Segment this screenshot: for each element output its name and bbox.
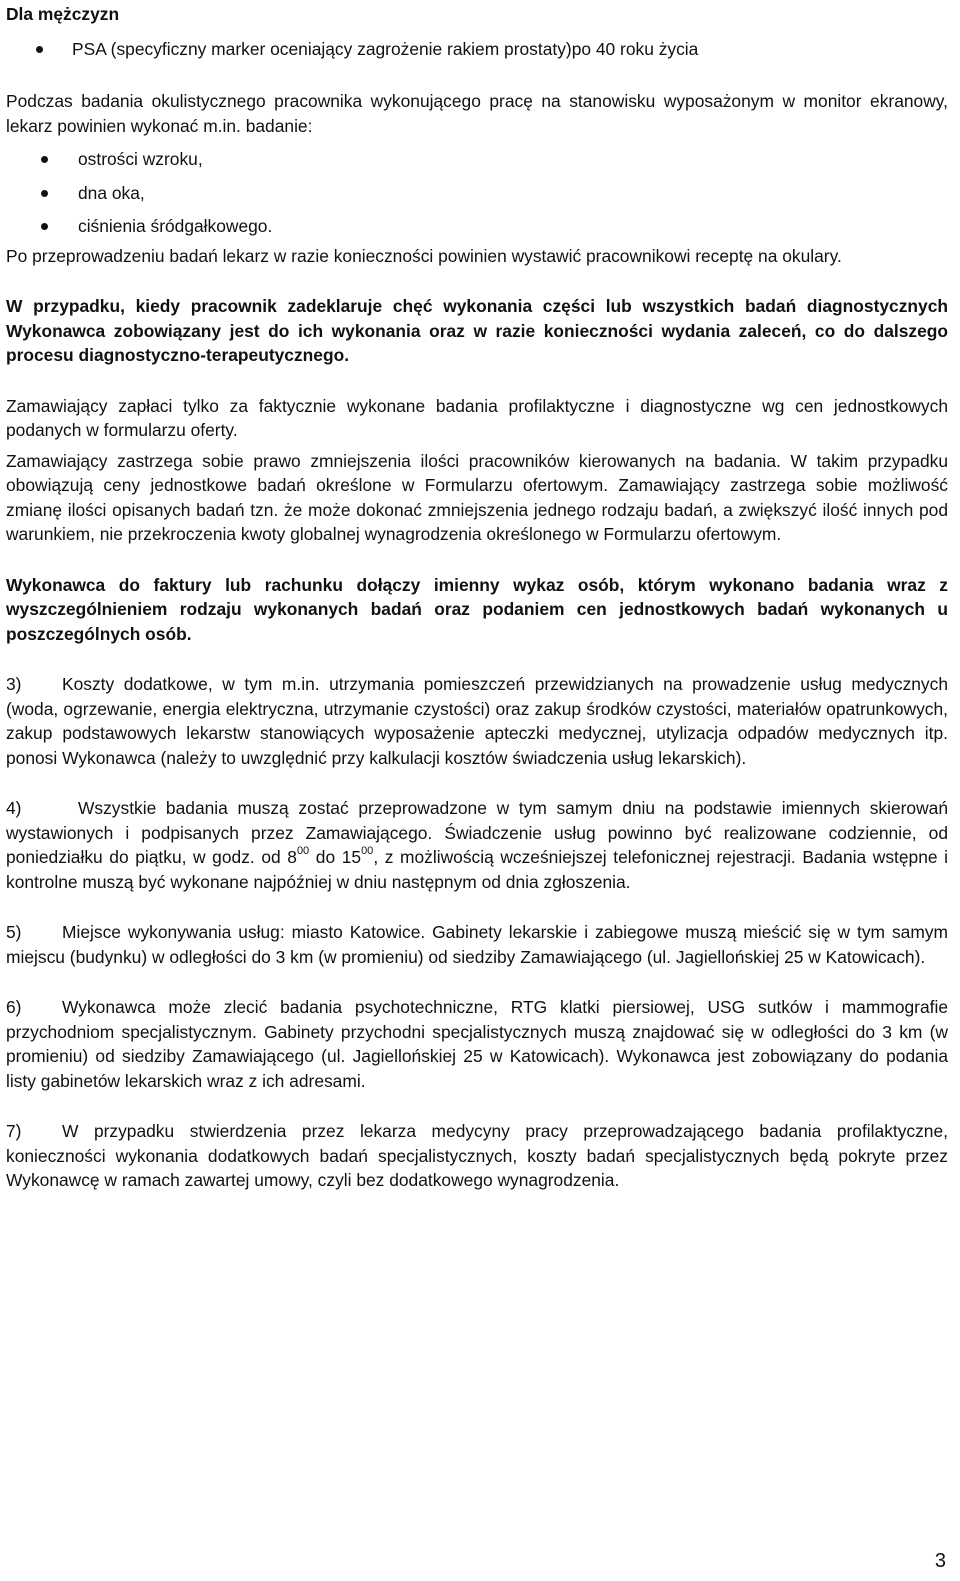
list-item: ciśnienia śródgałkowego. [6, 214, 948, 239]
reduction-paragraph: Zamawiający zastrzega sobie prawo zmniejszenia ilości pracowników kierowanych na badania. W takim przypadku obowiązują ceny jednostkowe badań określone w Formularzu ofertowym. Zamawiający zastrzega sobie możliwość zmianę ilości opisanych badań tzn. że może dokonać zmniejszenia jednego rodzaju badań, a zwiększyć ilość innych pod warunkiem, nie przekroczenia kwoty globalnej wynagrodzenia określonego w Formularzu ofertowym. [6, 450, 948, 544]
point-text: Wykonawca może zlecić badania psychotechniczne, RTG klatki piersiowej, USG sutków i mammografie przychodniom specjalistycznym. Gabinety przychodni specjalistycznych muszą znajdować się w odległości do 3 km (w promieniu) od siedziby Zamawiającego (ul. Jagiellońskiej 25 w Katowicach). Wykonawca jest zobowiązany do podania listy gabinetów lekarskich wraz z ich adresami. [6, 997, 948, 1091]
point-number: 4) [6, 798, 22, 818]
spacer [6, 368, 948, 394]
point-number: 6) [6, 997, 22, 1017]
point-text: W przypadku stwierdzenia przez lekarza medycyny pracy przeprowadzającego badania profilaktyczne, konieczności wykonania dodatkowych badań specjalistycznych, koszty badań specjalistycznych będą pokryte przez Wykonawcę w ramach zawartej umowy, czyli bez dodatkowego wynagrodzenia. [6, 1121, 948, 1190]
list-item: PSA (specyficzny marker oceniający zagrożenie rakiem prostaty)po 40 roku życia [6, 37, 948, 62]
point-text: Wszystkie badania muszą zostać przeprowadzone w tym samym dniu na podstawie imiennych skierowań wystawionych i podpisanych przez Zamawiającego. Świadczenie usług powinno być realizowane codziennie, od poniedziałku do piątku, w godz. od 8 [6, 798, 948, 867]
point-text: Koszty dodatkowe, w tym m.in. utrzymania pomieszczeń przewidzianych na prowadzenie usług medycznych (woda, ogrzewanie, energia elektryczna, utrzymanie czystości) oraz zakup środków czystości, materiałów opatrunkowych, zakup podstawowych lekarstw stanowiących wyposażenie apteczki medycznej, utylizacja odpadów medycznych itp. ponosi Wykonawca (należy to uwzględnić przy kalkulacji kosztów świadczenia usług lekarskich). [6, 674, 948, 768]
superscript: 00 [361, 845, 374, 858]
point-6 [6, 995, 948, 1093]
spacer [6, 61, 948, 89]
page-number: 3 [934, 1550, 946, 1572]
payment-paragraph: Zamawiający zapłaci tylko za faktycznie wykonane badania profilaktyczne i diagnostyczne wg cen jednostkowych podanych w formularzu oferty. [6, 395, 948, 440]
men-exam-list [6, 37, 948, 62]
point-4 [6, 796, 948, 894]
spacer [6, 646, 948, 672]
eye-exam-list [6, 147, 948, 239]
spacer [6, 138, 948, 147]
spacer [6, 27, 948, 37]
spacer [6, 770, 948, 796]
spacer [6, 969, 948, 995]
point-5 [6, 920, 948, 969]
point-number: 5) [6, 922, 22, 942]
point-text: , z możliwością wcześniejszej telefonicznej rejestracji. Badania wstępne i kontrolne muszą być wykonane najpóźniej w dniu następnym od dnia zgłoszenia. [6, 847, 948, 892]
superscript: 00 [296, 845, 310, 858]
point-3 [6, 672, 948, 770]
eye-exam-outro: Po przeprowadzeniu badań lekarz w razie konieczności powinien wystawić pracownikowi receptę na okulary. [6, 245, 842, 266]
spacer [6, 547, 948, 573]
point-number: 3) [6, 674, 22, 694]
list-item: dna oka, [6, 181, 948, 206]
eye-exam-intro: Podczas badania okulistycznego pracownika wykonującego pracę na stanowisku wyposażonym w monitor ekranowy, lekarz powinien wykonać m.in. badanie: [6, 91, 948, 136]
spacer [6, 268, 948, 294]
list-item: ostrości wzroku, [6, 147, 948, 172]
diagnostic-tests-paragraph: W przypadku, kiedy pracownik zadeklaruje chęć wykonania części lub wszystkich badań diagnostycznych Wykonawca zobowiązany jest do ich wykonania oraz w razie konieczności wydania zaleceń, co do dalszego procesu diagnostyczno-terapeutycznego. [6, 296, 948, 365]
point-text: do 15 [309, 847, 362, 867]
point-number: 7) [6, 1121, 22, 1141]
spacer [6, 1093, 948, 1119]
spacer [6, 894, 948, 920]
section-title: Dla mężczyzn [6, 4, 120, 24]
document-page [6, 0, 948, 1193]
point-7 [6, 1119, 948, 1193]
point-text: Miejsce wykonywania usług: miasto Katowice. Gabinety lekarskie i zabiegowe muszą mieścić się w tym samym miejscu (budynku) w odległości do 3 km (w promieniu) od siedziby Zamawiającego (ul. Jagiellońskiej 25 w Katowicach). [6, 922, 948, 967]
invoice-attachment-paragraph: Wykonawca do faktury lub rachunku dołączy imienny wykaz osób, którym wykonano badania wraz z wyszczególnieniem rodzaju wykonanych badań oraz podaniem cen jednostkowych badań wykonanych u poszczególnych osób. [6, 574, 948, 644]
